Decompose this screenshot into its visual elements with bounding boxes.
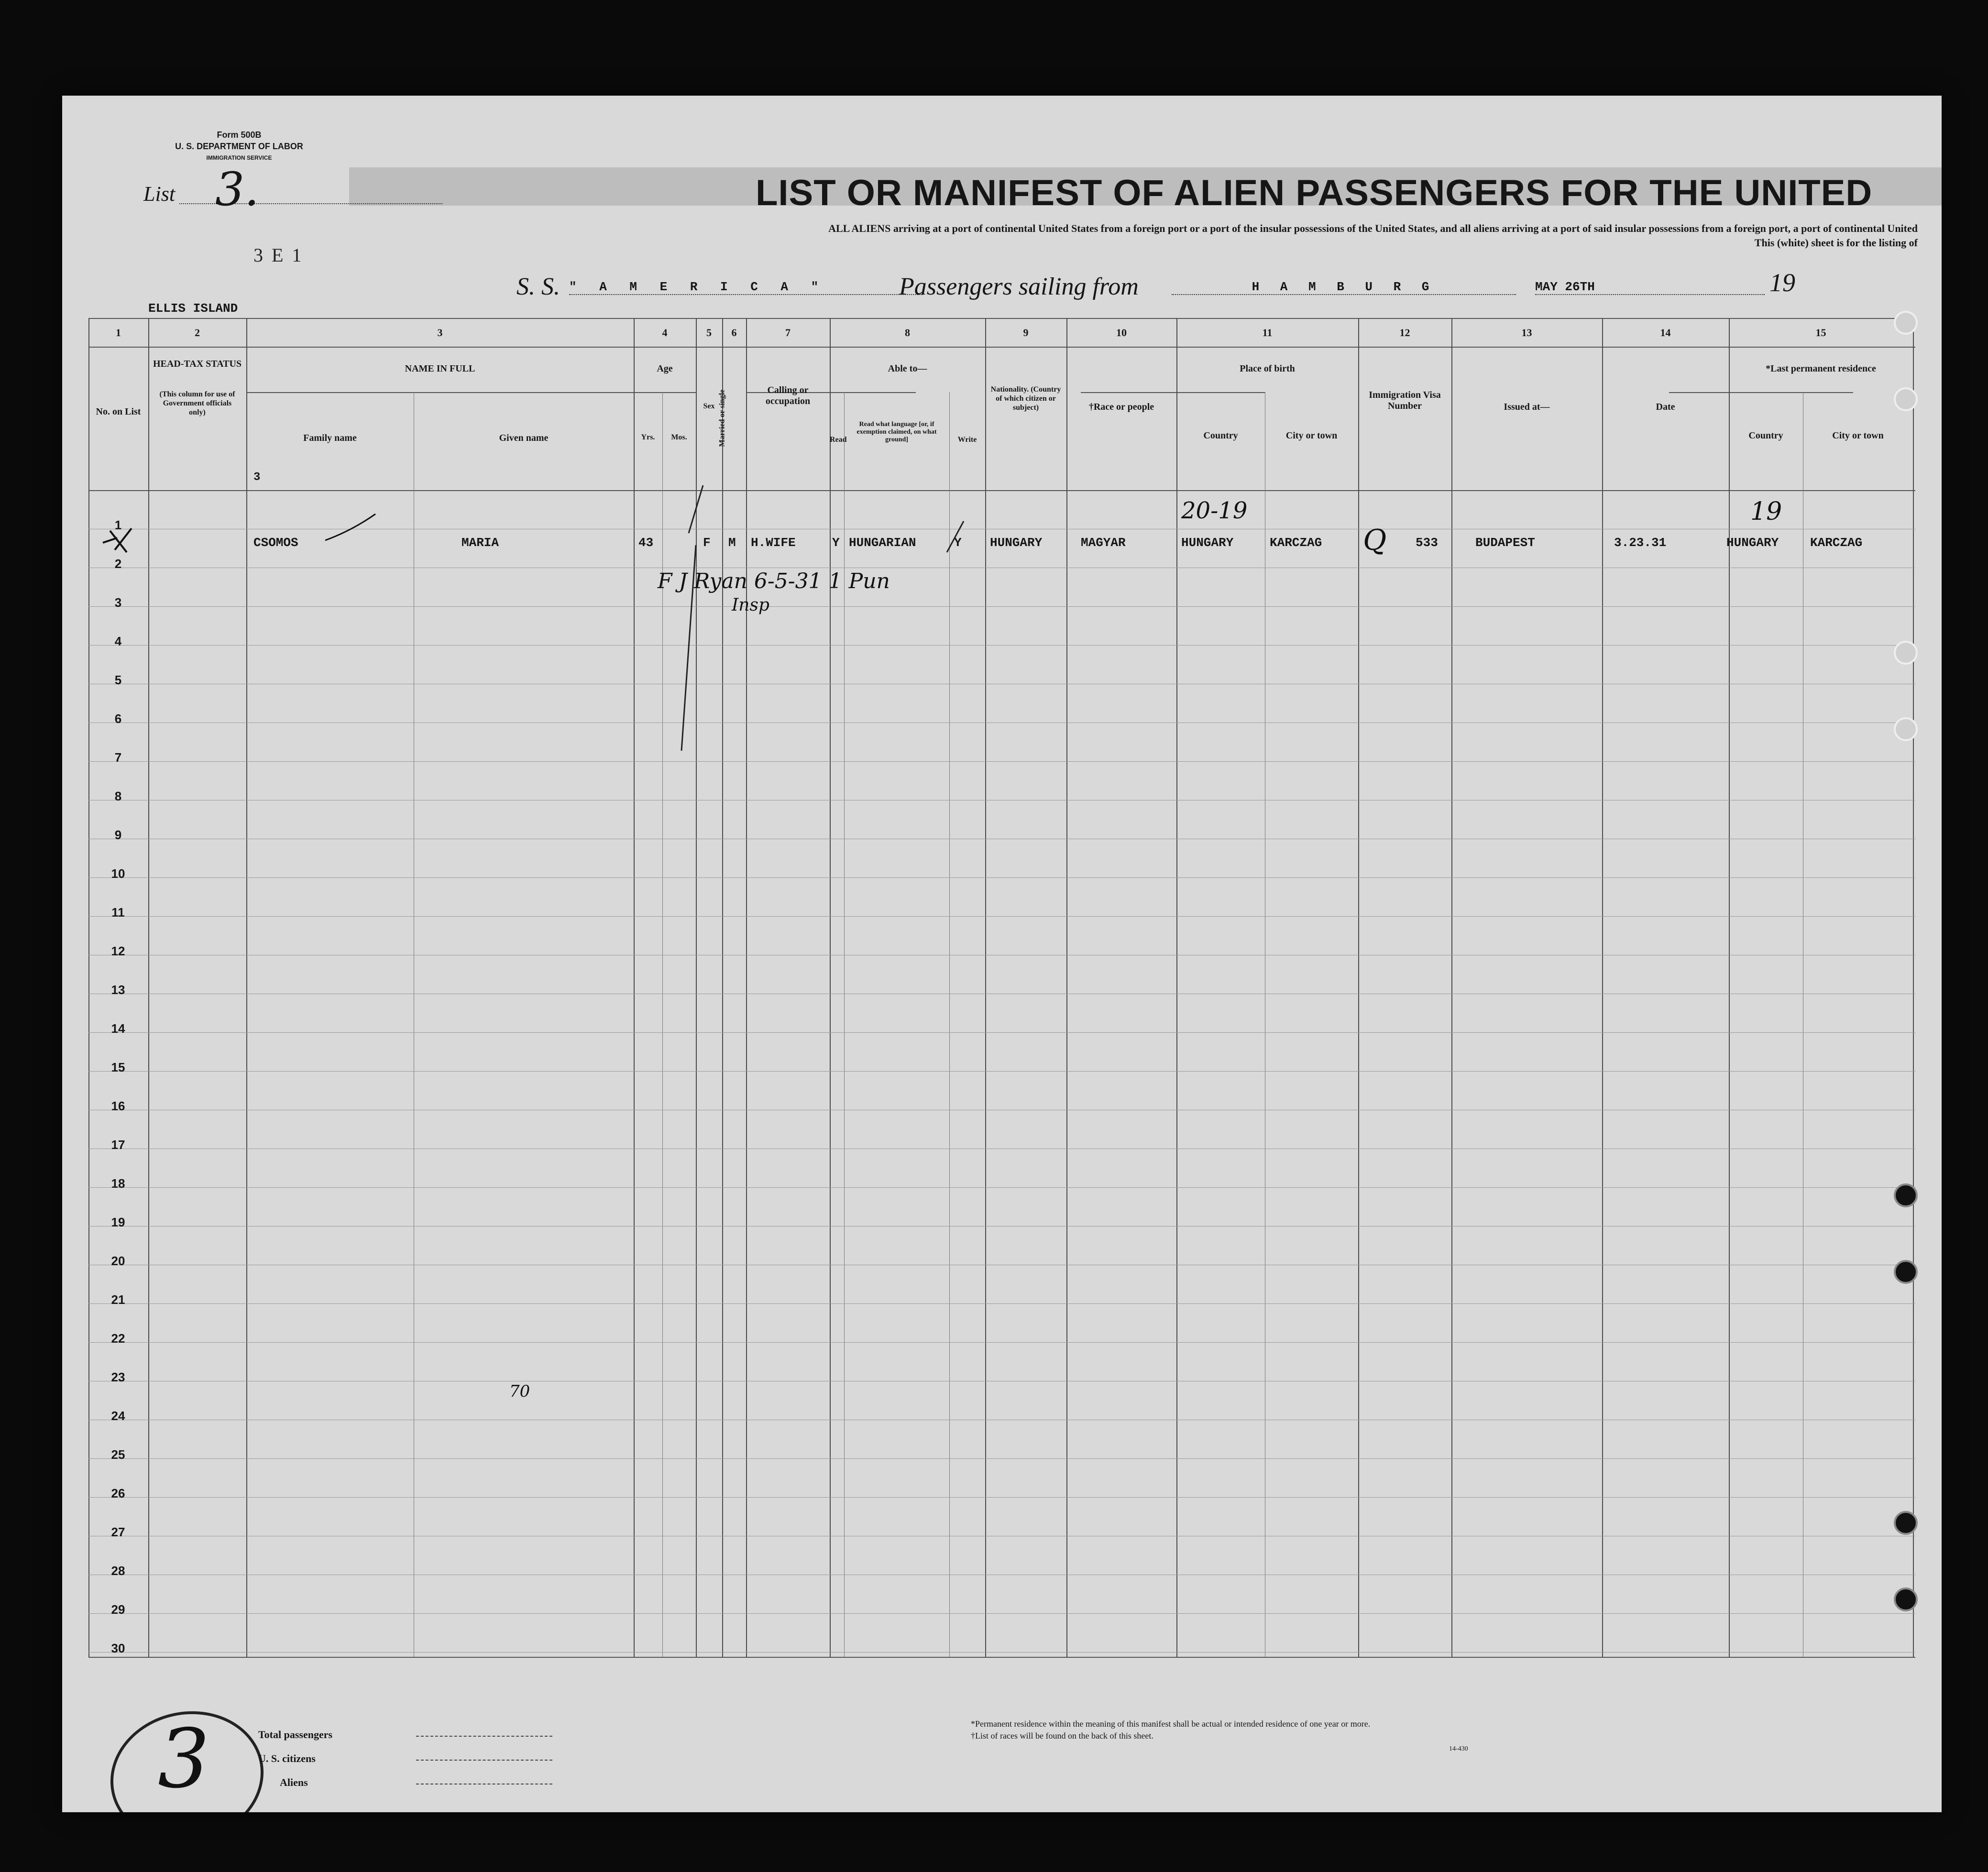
row-number: 17 — [111, 1138, 125, 1152]
visa-number-cell: 533 — [1416, 536, 1438, 550]
row-number: 27 — [111, 1525, 125, 1539]
row-divider — [88, 1458, 1915, 1459]
column-number: 8 — [905, 327, 910, 339]
row-number: 16 — [111, 1099, 125, 1113]
header-date: Date — [1656, 402, 1675, 412]
ss-label: S. S. — [516, 273, 560, 300]
sailing-label: Passengers sailing from — [899, 273, 1139, 300]
column-number: 9 — [1023, 327, 1029, 339]
row-number: 29 — [111, 1602, 125, 1617]
col-line — [88, 318, 89, 1657]
form-identifier — [139, 129, 340, 164]
inspector-title: Insp — [732, 595, 769, 615]
issued-at-cell: BUDAPEST — [1475, 536, 1535, 550]
subtitle-line-2: This (white) sheet is for the listing of — [1754, 237, 1918, 249]
col-line — [949, 392, 950, 1657]
row-number: 20 — [111, 1254, 125, 1268]
header-years: Yrs. — [641, 433, 655, 441]
name-subheader-rule — [246, 392, 634, 393]
given-name-cell: MARIA — [461, 536, 499, 550]
binder-hole — [1894, 1511, 1918, 1535]
race-cell: MAGYAR — [1081, 536, 1126, 550]
column-number: 7 — [785, 327, 791, 339]
residence-footnote: *Permanent residence within the meaning of this manifest shall be actual or intended residence of one year or more. — [971, 1719, 1371, 1729]
header-head-tax-note: (This column for use of Government officials only) — [159, 390, 235, 416]
inspector-signature: F J Ryan 6-5-31 1 Pun — [658, 569, 890, 593]
family-name-cell: CSOMOS — [253, 536, 298, 550]
row-number: 3 — [114, 595, 122, 610]
row-divider — [88, 877, 1915, 878]
header-age: Age — [657, 363, 673, 374]
row-number: 23 — [111, 1370, 125, 1384]
language-cell: HUNGARIAN — [849, 536, 916, 550]
visa-date-cell: 3.23.31 — [1614, 536, 1667, 550]
column-number: 13 — [1521, 327, 1532, 339]
header-bottom-border — [88, 490, 1915, 491]
row-divider — [88, 1342, 1915, 1343]
header-no-on-list: No. on List — [96, 406, 141, 417]
row-number: 7 — [114, 750, 122, 765]
write-cell: Y — [954, 536, 962, 550]
col-line — [1602, 318, 1603, 1657]
header-issued-at: Issued at— — [1504, 402, 1550, 412]
manifest-grid — [88, 318, 1915, 1657]
row-number: 12 — [111, 944, 125, 958]
row-divider — [88, 761, 1915, 762]
us-citizens-text: U. S. citizens — [258, 1752, 316, 1764]
header-occupation: Calling or occupation — [765, 385, 811, 406]
column-number: 1 — [116, 327, 121, 339]
header-birth-city: City or town — [1285, 430, 1338, 441]
birth-city-cell: KARCZAG — [1270, 536, 1322, 550]
col-line — [746, 318, 747, 1657]
column-number-row-border — [88, 347, 1915, 348]
row-number: 13 — [111, 983, 125, 997]
nationality-cell: HUNGARY — [990, 536, 1043, 550]
visa-prefix-handwritten: Q — [1363, 524, 1387, 557]
grid-bottom-border — [88, 1657, 1915, 1658]
column-number: 12 — [1399, 327, 1410, 339]
column-number: 3 — [437, 327, 443, 339]
col-line — [1176, 318, 1177, 1657]
grid-top-border — [88, 318, 1915, 319]
binder-hole — [1894, 1587, 1918, 1611]
binder-hole — [1894, 717, 1918, 741]
row-number: 5 — [114, 673, 122, 687]
row-number: 4 — [114, 634, 122, 648]
column-number: 2 — [195, 327, 200, 339]
col-line — [1451, 318, 1452, 1657]
binder-hole — [1894, 387, 1918, 411]
row-divider — [88, 606, 1915, 607]
us-citizens-label — [258, 1752, 316, 1765]
margin-note: 70 — [509, 1382, 530, 1401]
column-number: 14 — [1660, 327, 1671, 339]
list-number: 3. — [215, 163, 259, 216]
manifest-sheet — [62, 96, 1942, 1812]
column-number: 4 — [662, 327, 668, 339]
header-months: Mos. — [671, 433, 687, 441]
row-number: 28 — [111, 1564, 125, 1578]
departure-port: H A M B U R G — [1172, 280, 1516, 295]
row-divider — [88, 1613, 1915, 1614]
group-number: 3 — [253, 471, 261, 484]
col-line — [246, 318, 247, 1657]
column-number: 5 — [706, 327, 712, 339]
header-name-in-full: NAME IN FULL — [405, 363, 475, 374]
row-number: 1 — [114, 518, 122, 532]
read-cell: Y — [832, 536, 840, 550]
total-passengers-line — [416, 1736, 552, 1737]
header-birth-country: Country — [1203, 430, 1238, 441]
aliens-label — [280, 1776, 308, 1789]
residence-city-cell: KARCZAG — [1810, 536, 1863, 550]
binder-hole — [1894, 641, 1918, 665]
row-number: 2 — [114, 557, 122, 571]
row-divider — [88, 645, 1915, 646]
form-code: 14-430 — [1449, 1745, 1468, 1752]
col-line — [634, 318, 635, 1657]
header-race: †Race or people — [1088, 402, 1154, 412]
binder-hole — [1894, 1183, 1918, 1207]
row-divider — [88, 1071, 1915, 1072]
row-number: 21 — [111, 1292, 125, 1307]
birth-note-handwritten: 20-19 — [1181, 497, 1248, 524]
residence-note-handwritten: 19 — [1750, 497, 1782, 526]
header-given-name: Given name — [499, 433, 549, 443]
age-subheader-rule — [634, 392, 696, 393]
row-divider — [88, 1497, 1915, 1498]
races-footnote: †List of races will be found on the back of this sheet. — [971, 1731, 1153, 1741]
residence-subheader-rule — [1669, 392, 1853, 393]
row-divider — [88, 1652, 1915, 1653]
row-number: 18 — [111, 1176, 125, 1191]
row1-check-mark — [98, 524, 141, 557]
row-number: 30 — [111, 1641, 125, 1655]
header-married-single: Married or single — [718, 389, 726, 447]
year-label: 19 — [1769, 268, 1795, 297]
total-passengers-text: Total passengers — [258, 1729, 333, 1741]
list-label: List — [143, 182, 176, 206]
header-write: Write — [957, 436, 977, 444]
header-last-residence: *Last permanent residence — [1766, 363, 1876, 374]
sailing-date: MAY 26TH — [1535, 280, 1765, 295]
col-line — [722, 318, 723, 1657]
header-residence-city: City or town — [1832, 430, 1884, 441]
ship-name: " A M E R I C A " — [569, 280, 923, 295]
col-line — [148, 318, 149, 1657]
header-able-to: Able to— — [888, 363, 927, 374]
row-number: 15 — [111, 1060, 125, 1074]
subtitle-line-1: ALL ALIENS arriving at a port of continental United States from a foreign port or a port of the insular possessions of the United States, and all aliens arriving at a port of said insular possessions from a foreign port, a port of continental United — [828, 222, 1918, 234]
row-divider — [88, 1303, 1915, 1304]
form-number: Form 500B — [217, 130, 262, 140]
col-line — [1913, 318, 1914, 1657]
col-line — [985, 318, 986, 1657]
row-number: 19 — [111, 1215, 125, 1229]
header-read: Read — [830, 436, 847, 444]
family-name-check-mark — [323, 512, 380, 545]
col-line — [1066, 318, 1067, 1657]
birthplace-subheader-rule — [1081, 392, 1265, 393]
row-number: 6 — [114, 712, 122, 726]
column-number: 10 — [1116, 327, 1127, 339]
row-number: 9 — [114, 828, 122, 842]
row-number: 22 — [111, 1331, 125, 1346]
us-citizens-line — [416, 1760, 552, 1761]
row-number: 14 — [111, 1021, 125, 1036]
header-nationality: Nationality. (Country of which citizen or subject) — [990, 385, 1061, 412]
row-divider — [88, 1032, 1915, 1033]
header-sex: Sex — [703, 402, 715, 410]
sex-cell: F — [703, 536, 711, 550]
write-column-tick — [945, 519, 968, 557]
header-read-language: Read what language [or, if exemption claimed, on what ground] — [857, 421, 937, 443]
row-number: 11 — [111, 905, 125, 920]
column-number: 15 — [1815, 327, 1826, 339]
header-place-of-birth: Place of birth — [1240, 363, 1295, 374]
column-number: 6 — [731, 327, 737, 339]
page-title: LIST OR MANIFEST OF ALIEN PASSENGERS FOR THE UNITED — [756, 173, 1873, 213]
stamp-number: 3 E 1 — [253, 244, 304, 266]
service-name: IMMIGRATION SERVICE — [206, 154, 272, 161]
row-number: 10 — [111, 866, 125, 881]
row-number: 24 — [111, 1409, 125, 1423]
age-years-cell: 43 — [638, 536, 654, 550]
marital-cell: M — [728, 536, 736, 550]
department-name: U. S. DEPARTMENT OF LABOR — [175, 142, 303, 151]
col-line — [830, 318, 831, 1657]
header-visa-number: Immigration Visa Number — [1369, 390, 1441, 411]
col-line — [1729, 318, 1730, 1657]
circled-number-text: 3 — [158, 1712, 210, 1806]
row-divider — [88, 1187, 1915, 1188]
residence-country-cell: HUNGARY — [1726, 536, 1779, 550]
col-line — [1358, 318, 1359, 1657]
header-family-name: Family name — [303, 433, 357, 443]
row-number: 26 — [111, 1486, 125, 1500]
arrival-port: ELLIS ISLAND — [148, 301, 238, 316]
birth-country-cell: HUNGARY — [1181, 536, 1234, 550]
row-number: 8 — [114, 789, 122, 803]
row-number: 25 — [111, 1447, 125, 1462]
aliens-text: Aliens — [280, 1776, 308, 1788]
total-passengers-label — [258, 1729, 332, 1741]
header-residence-country: Country — [1748, 430, 1783, 441]
occupation-cell: H.WIFE — [751, 536, 796, 550]
row-divider — [88, 916, 1915, 917]
binder-hole — [1894, 311, 1918, 335]
age-column-tick — [677, 483, 710, 751]
column-number: 11 — [1262, 327, 1273, 339]
binder-hole — [1894, 1260, 1918, 1284]
header-head-tax: HEAD-TAX STATUS — [153, 359, 242, 369]
